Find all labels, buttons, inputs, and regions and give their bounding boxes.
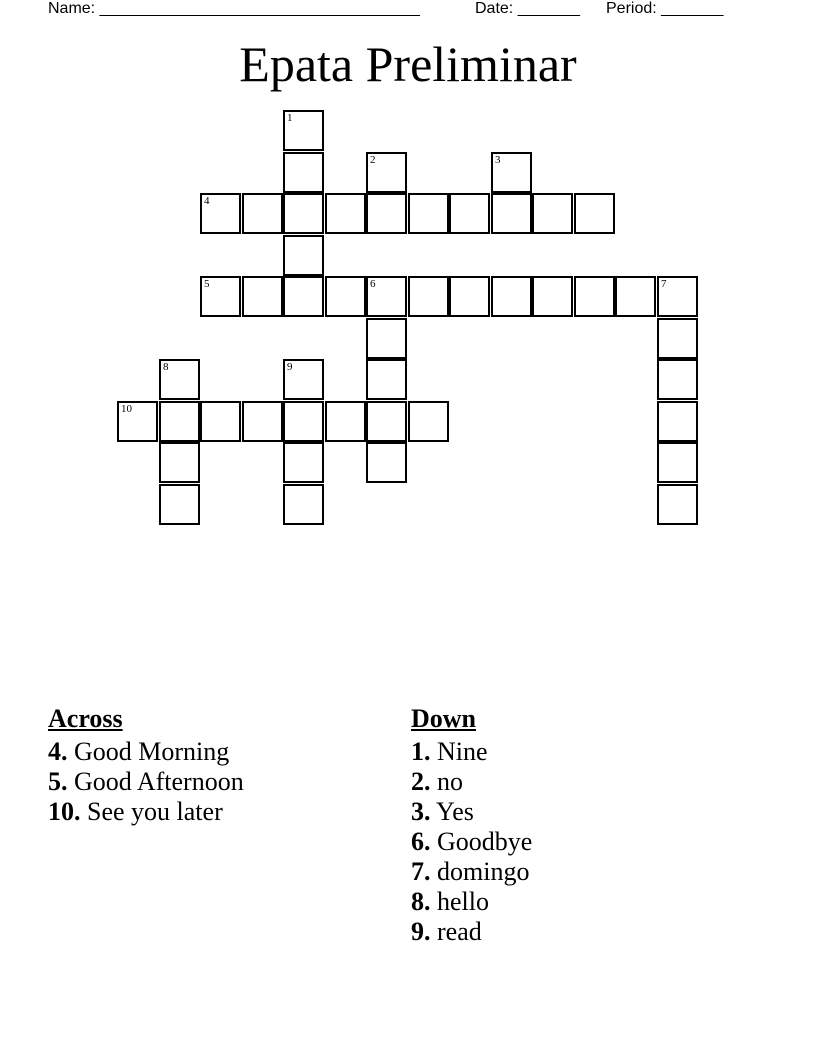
clue-number: 1 [287, 112, 293, 124]
down-heading: Down [411, 704, 477, 733]
down-clue: 1. Nine [411, 737, 488, 766]
clue-number: 8 [163, 361, 169, 373]
grid-cell[interactable] [366, 318, 407, 359]
grid-cell[interactable] [283, 193, 324, 234]
grid-cell[interactable] [325, 401, 366, 442]
grid-cell[interactable] [325, 193, 366, 234]
page-title: Epata Preliminar [239, 36, 577, 92]
clue-number: 6 [370, 278, 376, 290]
down-clue: 2. no [411, 767, 463, 796]
grid-cell[interactable] [159, 484, 200, 525]
grid-cell[interactable] [574, 276, 615, 317]
grid-cell[interactable] [657, 484, 698, 525]
grid-cell[interactable] [532, 276, 573, 317]
period-field-label: Period: _______ [606, 0, 724, 17]
grid-cell[interactable] [283, 401, 324, 442]
grid-cell[interactable] [283, 110, 324, 151]
clue-number: 5 [204, 278, 210, 290]
name-field-label: Name: ____________________________________ [48, 0, 420, 17]
grid-cell[interactable] [366, 193, 407, 234]
grid-cell[interactable] [657, 276, 698, 317]
grid-cell[interactable] [615, 276, 656, 317]
grid-cell[interactable] [408, 401, 449, 442]
grid-cell[interactable] [200, 193, 241, 234]
down-clue: 8. hello [411, 887, 489, 916]
grid-cell[interactable] [491, 152, 532, 193]
grid-cell[interactable] [159, 359, 200, 400]
down-clue: 6. Goodbye [411, 827, 533, 856]
grid-cell[interactable] [283, 235, 324, 276]
date-field-label: Date: _______ [475, 0, 580, 17]
grid-cell[interactable] [366, 401, 407, 442]
grid-cell[interactable] [283, 359, 324, 400]
grid-cell[interactable] [366, 276, 407, 317]
clue-number: 10 [121, 403, 132, 415]
across-clue: 4. Good Morning [48, 737, 230, 766]
grid-cell[interactable] [491, 276, 532, 317]
grid-cell[interactable] [242, 401, 283, 442]
clue-number: 9 [287, 361, 293, 373]
down-clues [411, 703, 532, 947]
clue-number: 4 [204, 195, 210, 207]
across-clue: 5. Good Afternoon [48, 767, 244, 796]
grid-cell[interactable] [283, 152, 324, 193]
grid-cell[interactable] [159, 442, 200, 483]
down-clue: 7. domingo [411, 857, 530, 886]
grid-cell[interactable] [242, 193, 283, 234]
down-clue: 3. Yes [411, 797, 474, 826]
clue-number: 3 [495, 154, 501, 166]
grid-cell[interactable] [200, 401, 241, 442]
grid-cell[interactable] [449, 276, 490, 317]
grid-cell[interactable] [117, 401, 158, 442]
clue-number: 7 [661, 278, 667, 290]
across-clue: 10. See you later [48, 797, 223, 826]
across-heading: Across [48, 704, 123, 733]
grid-cell[interactable] [283, 442, 324, 483]
grid-cell[interactable] [491, 193, 532, 234]
grid-cell[interactable] [283, 484, 324, 525]
grid-cell[interactable] [657, 442, 698, 483]
grid-cell[interactable] [242, 276, 283, 317]
grid-cell[interactable] [657, 359, 698, 400]
clue-number: 2 [370, 154, 376, 166]
grid-cell[interactable] [325, 276, 366, 317]
down-clue: 9. read [411, 917, 482, 946]
grid-cell[interactable] [408, 276, 449, 317]
grid-cell[interactable] [657, 401, 698, 442]
grid-cell[interactable] [366, 442, 407, 483]
grid-cell[interactable] [159, 401, 200, 442]
grid-cell[interactable] [532, 193, 573, 234]
grid-cell[interactable] [366, 359, 407, 400]
grid-cell[interactable] [657, 318, 698, 359]
grid-cell[interactable] [574, 193, 615, 234]
grid-cell[interactable] [449, 193, 490, 234]
grid-cell[interactable] [200, 276, 241, 317]
across-clues [48, 703, 244, 827]
grid-cell[interactable] [283, 276, 324, 317]
grid-cell[interactable] [366, 152, 407, 193]
grid-cell[interactable] [408, 193, 449, 234]
